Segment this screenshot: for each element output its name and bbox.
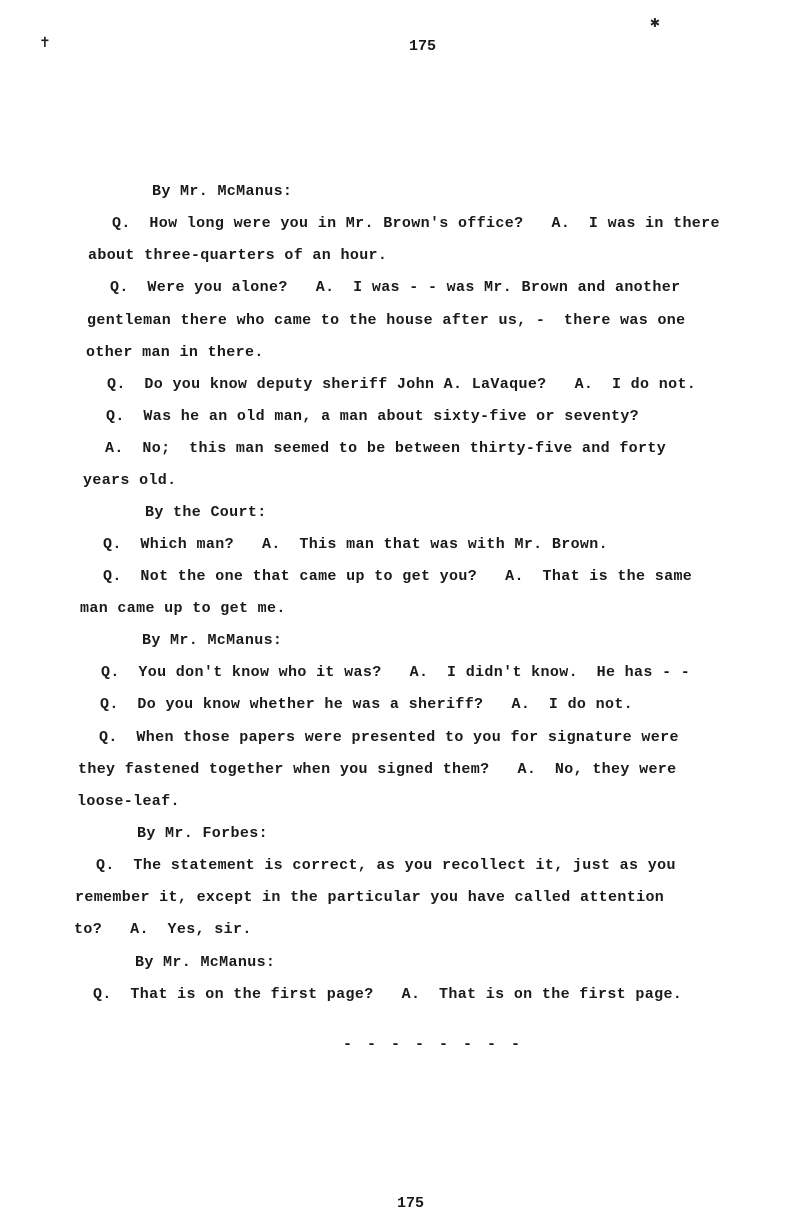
transcript-line: loose-leaf.: [77, 793, 180, 810]
transcript-line: gentleman there who came to the house after us, - there was one: [87, 312, 686, 329]
speaker-heading: By Mr. McManus:: [135, 954, 276, 971]
transcript-line: other man in there.: [86, 344, 264, 361]
speaker-heading: By Mr. McManus:: [152, 183, 293, 200]
transcript-line: Q. That is on the first page? A. That is on the first page.: [93, 986, 683, 1003]
transcript-line: about three-quarters of an hour.: [88, 247, 388, 264]
transcript-line: to? A. Yes, sir.: [74, 921, 252, 938]
transcript-line: Q. Was he an old man, a man about sixty-five or seventy?: [106, 408, 640, 425]
transcript-line: Q. You don't know who it was? A. I didn't know. He has - -: [101, 664, 691, 681]
margin-mark-right: ✱: [650, 14, 660, 32]
margin-mark-left: ✝: [40, 34, 50, 52]
transcript-line: Q. Do you know whether he was a sheriff? A. I do not.: [100, 696, 634, 713]
page-number-bottom: 175: [397, 1195, 425, 1212]
transcript-line: A. No; this man seemed to be between thirty-five and forty: [105, 440, 667, 457]
transcript-line: Q. Which man? A. This man that was with Mr. Brown.: [103, 536, 608, 553]
transcript-line: Q. Were you alone? A. I was - - was Mr. Brown and another: [110, 279, 681, 296]
transcript-line: Q. How long were you in Mr. Brown's office? A. I was in there: [112, 215, 720, 232]
transcript-line: Q. When those papers were presented to you for signature were: [99, 729, 679, 746]
speaker-heading: By Mr. Forbes:: [137, 825, 268, 842]
transcript-line: Q. Not the one that came up to get you? A. That is the same: [103, 568, 693, 585]
section-divider: - - - - - - - -: [343, 1036, 524, 1053]
transcript-line: man came up to get me.: [80, 600, 286, 617]
transcript-line: years old.: [83, 472, 177, 489]
transcript-line: Q. Do you know deputy sheriff John A. LaVaque? A. I do not.: [107, 376, 697, 393]
transcript-line: they fastened together when you signed them? A. No, they were: [78, 761, 677, 778]
transcript-line: Q. The statement is correct, as you recollect it, just as you: [96, 857, 676, 874]
transcript-line: remember it, except in the particular you have called attention: [75, 889, 665, 906]
speaker-heading: By Mr. McManus:: [142, 632, 283, 649]
speaker-heading: By the Court:: [145, 504, 267, 521]
page-number-top: 175: [409, 38, 437, 55]
